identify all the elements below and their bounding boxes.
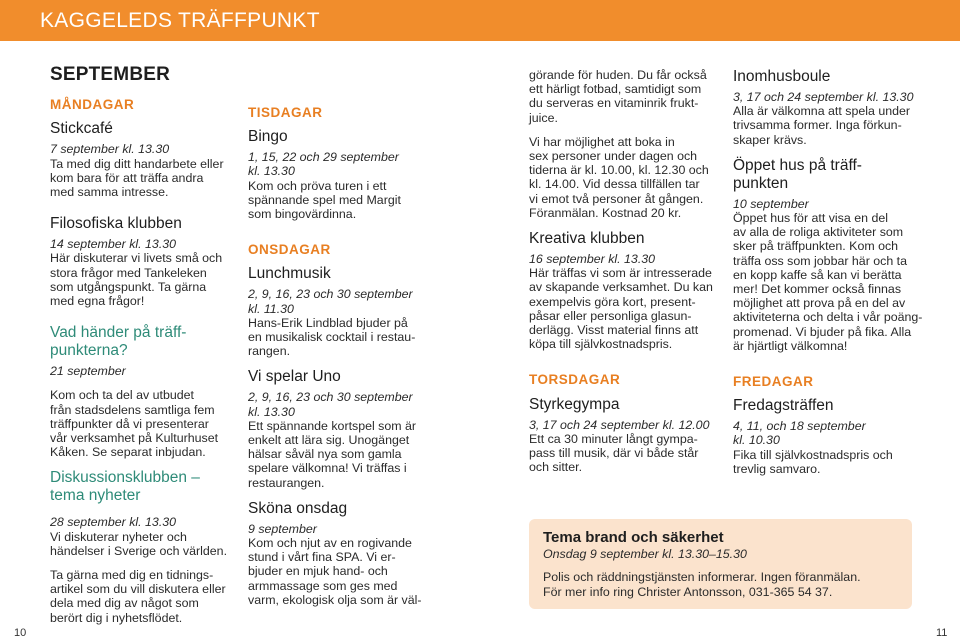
event-text: trivsamma former. Inga förkun- bbox=[733, 118, 902, 133]
event-text: händelser i Sverige och världen. bbox=[50, 543, 228, 558]
column-2 bbox=[248, 106, 448, 607]
event-text: vår verksamhet på Kulturhuset bbox=[50, 431, 219, 446]
event-text: Här träffas vi som är intresserade bbox=[529, 266, 712, 281]
event-text: av alla de roliga aktiviteter som bbox=[733, 225, 904, 240]
event-date: 21 september bbox=[50, 364, 126, 379]
event-bingo bbox=[248, 128, 448, 221]
event-title: Öppet hus på träff- bbox=[733, 156, 862, 174]
month-heading: SEPTEMBER bbox=[50, 64, 171, 85]
event-text: exempelvis göra kort, present- bbox=[529, 294, 696, 309]
event-text: är hjärtligt välkomna! bbox=[733, 338, 848, 353]
event-date: 1, 15, 22 och 29 september bbox=[248, 150, 399, 165]
event-text: Här diskuterar vi livets små och bbox=[50, 251, 223, 266]
event-text: Vi diskuterar nyheter och bbox=[50, 529, 187, 544]
event-text: mer! Det kommer också finnas bbox=[733, 282, 902, 297]
event-text: stund i vårt fina SPA. Vi er- bbox=[248, 550, 396, 565]
page-number-left: 10 bbox=[14, 627, 27, 639]
highlight-box-brand-sakerhet bbox=[529, 519, 912, 609]
event-text: Vi har möjlighet att boka in bbox=[529, 134, 675, 149]
event-date: kl. 13.30 bbox=[248, 164, 295, 179]
event-text: Alla är välkomna att spela under bbox=[733, 104, 911, 119]
event-text: sker på träffpunkten. Kom och bbox=[733, 239, 899, 254]
event-text: Fika till självkostnadspris och bbox=[733, 447, 893, 462]
event-text: Ett spännande kortspel som är bbox=[248, 418, 417, 433]
event-date: 3, 17 och 24 september kl. 13.30 bbox=[733, 90, 914, 104]
event-text: artikel som du vill diskutera eller bbox=[50, 582, 226, 597]
event-skona-onsdag bbox=[248, 500, 448, 607]
event-text: spelare välkomna! Vi träffas i bbox=[248, 461, 407, 476]
event-text: armmassage som ges med bbox=[248, 578, 398, 593]
day-heading-wednesday: ONSDAGAR bbox=[248, 242, 331, 258]
event-date: 7 september kl. 13.30 bbox=[50, 142, 170, 157]
event-text: tiderna är kl. 10.00, kl. 12.30 och bbox=[529, 163, 709, 178]
event-text: hälsar såväl nya som gamla bbox=[248, 447, 402, 462]
event-text: dela med dig av något som bbox=[50, 596, 199, 611]
event-date: 4, 11, och 18 september bbox=[733, 419, 866, 434]
event-text: promenad. Vi bjuder på fika. Alla bbox=[733, 324, 912, 339]
box-date: Onsdag 9 september kl. 13.30–15.30 bbox=[543, 547, 747, 561]
event-text: som bingovärdinna. bbox=[248, 207, 357, 222]
event-text: en musikalisk cocktail i restau- bbox=[248, 330, 416, 345]
event-text: stora frågor med Tankeleken bbox=[50, 265, 207, 280]
page-number-right: 11 bbox=[936, 627, 948, 639]
event-text: sex personer under dagen och bbox=[529, 149, 698, 164]
event-lunchmusik bbox=[248, 265, 448, 358]
event-text: köpa till självkostnadspris. bbox=[529, 337, 673, 352]
event-text: träffpunkter då vi presenterar bbox=[50, 416, 209, 431]
event-title: Vad händer på träff- bbox=[50, 324, 187, 342]
event-text: Ett ca 30 minuter långt gympa- bbox=[529, 431, 698, 446]
event-title: Diskussionsklubben – bbox=[50, 469, 200, 487]
header-banner bbox=[0, 0, 960, 41]
event-text: du serveras en vitaminrik frukt- bbox=[529, 96, 699, 111]
event-text: en kopp kaffe så kan vi berätta bbox=[733, 267, 902, 282]
event-title: Kreativa klubben bbox=[529, 230, 645, 248]
event-filosofiska-klubben bbox=[50, 215, 230, 308]
event-diskussionsklubben bbox=[50, 469, 230, 624]
event-text: enkelt att lära sig. Unogänget bbox=[248, 433, 410, 448]
column-4 bbox=[733, 68, 933, 476]
event-title: tema nyheter bbox=[50, 487, 141, 505]
event-date: 28 september kl. 13.30 bbox=[50, 515, 177, 530]
column-1 bbox=[50, 60, 230, 625]
event-text: med egna frågor! bbox=[50, 294, 145, 309]
event-text: vi emot två personer åt gången. bbox=[529, 191, 704, 206]
event-date: kl. 13.30 bbox=[248, 404, 295, 419]
event-date: kl. 10.30 bbox=[733, 433, 780, 448]
event-text: restaurangen. bbox=[248, 475, 325, 490]
event-vi-spelar-uno bbox=[248, 368, 448, 489]
event-text: pass till musik, där vi både står bbox=[529, 446, 699, 461]
event-text: bjuder en mjuk hand- och bbox=[248, 564, 388, 579]
event-title: Sköna onsdag bbox=[248, 499, 348, 517]
event-oppet-hus bbox=[733, 157, 933, 353]
event-text: rangen. bbox=[248, 344, 291, 359]
event-title: punkten bbox=[733, 174, 789, 192]
event-text: kl. 14.00. Vid dessa tillfällen tar bbox=[529, 177, 700, 192]
day-heading-thursday: TORSDAGAR bbox=[529, 372, 621, 388]
event-text: skaper krävs. bbox=[733, 132, 807, 147]
event-text: möjlighet att prova på en del av bbox=[733, 296, 906, 311]
event-date: 14 september kl. 13.30 bbox=[50, 237, 177, 252]
event-title: Bingo bbox=[248, 128, 288, 146]
event-text: som utgångspunkt. Ta gärna bbox=[50, 279, 207, 294]
event-text: och sitter. bbox=[529, 460, 583, 475]
event-date: 9 september bbox=[248, 521, 317, 536]
event-text: Ta med dig ditt handarbete eller bbox=[50, 156, 224, 171]
event-text: Ta gärna med dig en tidnings- bbox=[50, 568, 214, 583]
event-text: trevlig samvaro. bbox=[733, 461, 821, 476]
event-vad-hander bbox=[50, 324, 230, 459]
box-text: För mer info ring Christer Antonsson, 031-365 54 37. bbox=[543, 584, 833, 599]
event-text: Kåken. Se separat inbjudan. bbox=[50, 445, 206, 460]
event-text: Hans-Erik Lindblad bjuder på bbox=[248, 315, 408, 330]
day-heading-tuesday: TISDAGAR bbox=[248, 105, 323, 120]
event-date: 16 september kl. 13.30 bbox=[529, 252, 656, 267]
event-text: med samma intresse. bbox=[50, 185, 169, 200]
event-fredagstraffen bbox=[733, 397, 933, 476]
event-styrkegympa bbox=[529, 396, 719, 475]
event-text: juice. bbox=[529, 110, 558, 125]
event-skona-onsdag-continued bbox=[529, 68, 719, 220]
event-text: berört dig i nyhetsflödet. bbox=[50, 610, 183, 625]
column-3 bbox=[529, 68, 719, 474]
event-text: varm, ekologisk olja som är väl- bbox=[248, 592, 422, 607]
event-text: Kom och njut av en rogivande bbox=[248, 536, 412, 551]
event-text: träffa oss som jobbar här och ta bbox=[733, 253, 908, 268]
event-date: 2, 9, 16, 23 och 30 september bbox=[248, 287, 413, 302]
event-text: görande för huden. Du får också bbox=[529, 68, 707, 82]
event-inomhusboule bbox=[733, 68, 933, 147]
event-text: påsar eller personliga glasun- bbox=[529, 308, 692, 323]
day-heading-friday: FREDAGAR bbox=[733, 374, 814, 390]
event-kreativa-klubben bbox=[529, 230, 719, 351]
page-title: KAGGELEDS TRÄFFPUNKT bbox=[40, 9, 320, 32]
event-date: 10 september bbox=[733, 196, 809, 211]
event-text: från stadsdelens samtliga fem bbox=[50, 402, 215, 417]
event-title: Lunchmusik bbox=[248, 265, 331, 283]
event-text: Föranmälan. Kostnad 20 kr. bbox=[529, 205, 682, 220]
event-title: Inomhusboule bbox=[733, 68, 831, 85]
event-title: Filosofiska klubben bbox=[50, 215, 182, 233]
event-text: ett härligt fotbad, samtidigt som bbox=[529, 82, 702, 97]
event-title: punkterna? bbox=[50, 342, 128, 360]
event-date: 2, 9, 16, 23 och 30 september bbox=[248, 390, 413, 405]
event-title: Fredagsträffen bbox=[733, 397, 834, 415]
event-date: 3, 17 och 24 september kl. 12.00 bbox=[529, 417, 710, 432]
event-text: derlägg. Visst material finns att bbox=[529, 323, 699, 338]
box-text: Polis och räddningstjänsten informerar. Ingen föranmälan. bbox=[543, 570, 861, 584]
event-text: Kom och pröva turen i ett bbox=[248, 178, 387, 193]
event-text: kom bara för att träffa andra bbox=[50, 170, 204, 185]
event-text: aktiviteterna och delta i vår poäng- bbox=[733, 310, 923, 325]
event-text: av skapande verksamhet. Du kan bbox=[529, 280, 713, 295]
event-title: Stickcafé bbox=[50, 120, 113, 138]
event-stickcafe bbox=[50, 120, 230, 199]
event-text: spännande spel med Margit bbox=[248, 192, 401, 207]
event-date: kl. 11.30 bbox=[248, 301, 294, 316]
event-title: Vi spelar Uno bbox=[248, 368, 341, 386]
box-title: Tema brand och säkerhet bbox=[543, 529, 724, 546]
event-title: Styrkegympa bbox=[529, 395, 620, 413]
day-heading-monday: MÅNDAGAR bbox=[50, 97, 135, 113]
event-text: Kom och ta del av utbudet bbox=[50, 388, 194, 403]
event-text: Öppet hus för att visa en del bbox=[733, 211, 888, 226]
